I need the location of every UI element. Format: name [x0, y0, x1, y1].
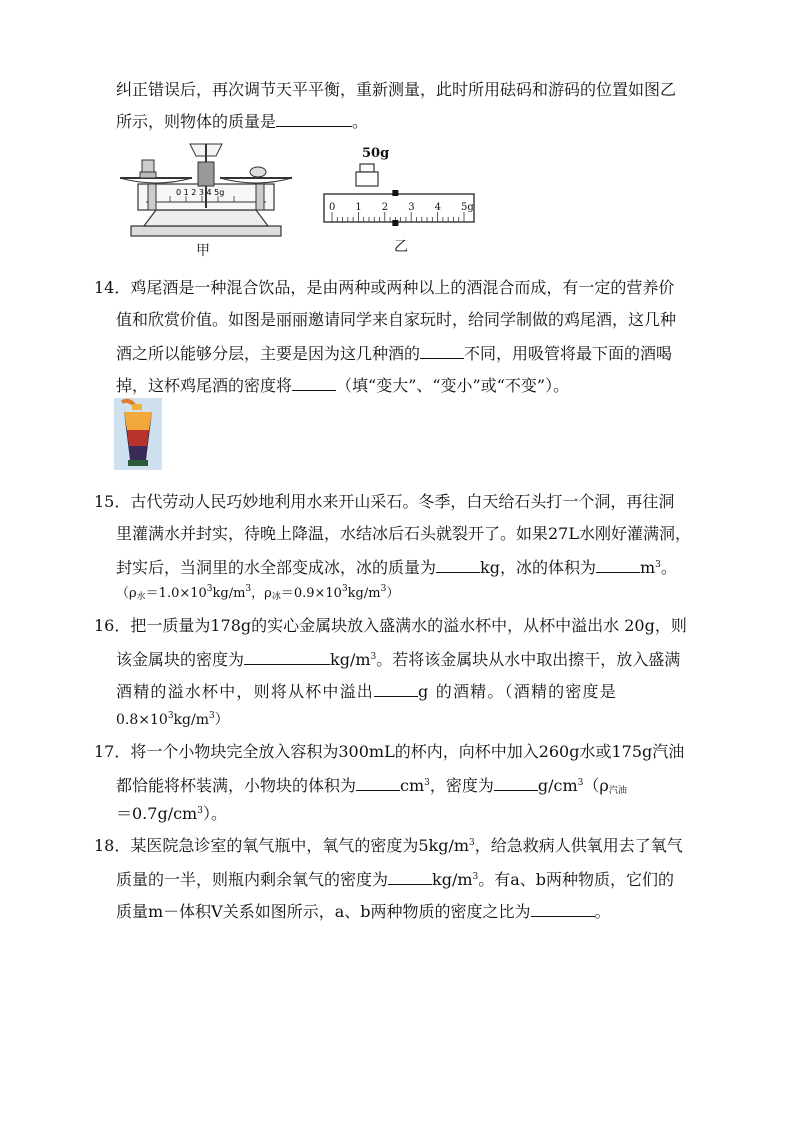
answer-blank[interactable]: [596, 556, 640, 573]
figure-label-yi: 乙: [394, 239, 408, 255]
q14-line-1: 14．鸡尾酒是一种混合饮品，是由两种或两种以上的酒混合而成，有一定的营养价: [94, 278, 675, 297]
q17-line-2: 都恰能将杯装满，小物块的体积为 $cm^3$，密度为 $g/cm^3(\rho_{汽油}$: [116, 776, 627, 796]
answer-blank[interactable]: [276, 110, 352, 127]
answer-blank[interactable]: [494, 774, 538, 791]
scale-tick-label: 5g: [461, 202, 474, 213]
q18-line-2: 质量的一半，则瓶内剩余氧气的密度为 $kg/m^3$。有a、b两种物质，它们的: [116, 870, 675, 889]
svg-text:0 1 2 3 4 5g: 0 1 2 3 4 5g: [176, 188, 225, 197]
scale-tick-label: 1: [355, 202, 362, 213]
cocktail-image: [114, 398, 162, 470]
rider-marker: [392, 190, 398, 196]
answer-blank[interactable]: [531, 900, 595, 917]
answer-blank[interactable]: [292, 374, 336, 391]
q16-line-4: $0.8\times 10^3kg/m^3$）: [116, 711, 229, 728]
balance-figure-jia: [116, 138, 296, 240]
answer-blank[interactable]: [374, 680, 418, 697]
q17-line-1: 17．将一个小物块完全放入容积为300mL的杯内，向杯中加入260g水或175g汽油: [94, 742, 685, 761]
answer-blank[interactable]: [244, 648, 330, 665]
rider-scale-figure-yi: [320, 160, 480, 232]
scale-tick-label: 4: [434, 202, 441, 213]
scale-tick-label: 2: [381, 202, 389, 213]
q15-line-3: 封实后，当洞里的水全部变成冰，冰的质量为 kg，冰的体积为 $m^3$。: [116, 558, 677, 577]
q16-line-3: 酒精的溢水杯中，则将从杯中溢出 g 的酒精。（酒精的密度是: [116, 682, 617, 701]
rider-marker: [392, 220, 398, 226]
q16-line-1: 16．把一质量为178g的实心金属块放入盛满水的溢水杯中，从杯中溢出水 20g，则: [94, 616, 687, 635]
q18-line-3: 质量m－体积V关系如图所示，a、b两种物质的密度之比为 。: [116, 902, 611, 921]
q15-line-4: （$\rho_水=1.0\times 10^3kg/m^3$，$\rho_冰=0.9\times 10^3kg/m^3$）: [116, 584, 400, 602]
answer-blank[interactable]: [436, 556, 480, 573]
scale-tick-label: 0: [329, 202, 336, 213]
answer-blank[interactable]: [420, 342, 464, 359]
q14-line-4: 掉，这杯鸡尾酒的密度将 （填“变大”、“变小”或“不变”）。: [116, 376, 570, 395]
q14-line-3: 酒之所以能够分层，主要是因为这几种酒的 不同，用吸管将最下面的酒喝: [116, 344, 673, 363]
answer-blank[interactable]: [356, 774, 400, 791]
weight-label: 50g: [362, 146, 390, 161]
q15-line-1: 15．古代劳动人民巧妙地利用水来开山采石。冬季，白天给石头打一个洞，再往洞: [94, 492, 675, 511]
q14-line-2: 值和欣赏价值。如图是丽丽邀请同学来自家玩时，给同学制做的鸡尾酒，这几种: [116, 310, 677, 329]
scale-tick-label: 3: [408, 202, 415, 213]
q17-line-3: $=0.7g/cm^3$）。: [116, 804, 227, 823]
answer-blank[interactable]: [388, 868, 432, 885]
q13-line-2: 所示，则物体的质量是 。: [116, 112, 369, 131]
q16-line-2: 该金属块的密度为 $kg/m^3$。若将该金属块从水中取出擦干，放入盛满: [116, 650, 681, 669]
q13-line-1: 纠正错误后，再次调节天平平衡，重新测量，此时所用砝码和游码的位置如图乙: [116, 80, 677, 99]
q18-line-1: 18．某医院急诊室的氧气瓶中，氧气的密度为$5kg/m^3$，给急救病人供氧用去了氧气: [94, 836, 683, 855]
q15-line-2: 里灌满水并封实，待晚上降温，水结冰后石头就裂开了。如果27L水刚好灌满洞，: [116, 524, 691, 543]
figure-label-jia: 甲: [196, 243, 210, 259]
